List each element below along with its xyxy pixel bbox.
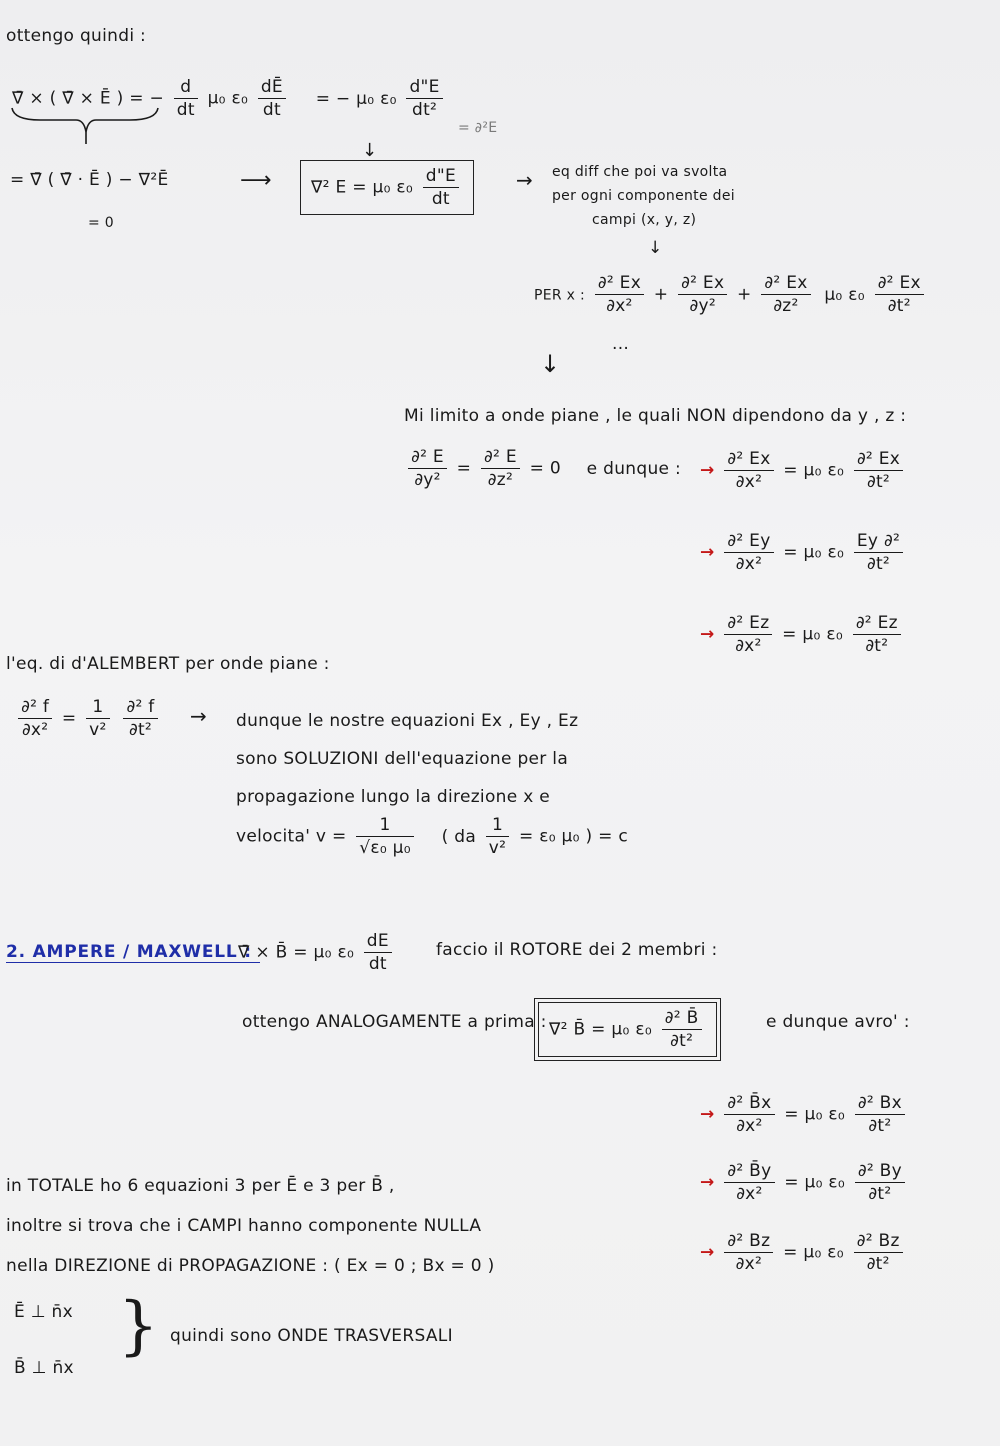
ampere-equation: ∇̄ × B̄ = μ₀ ε₀ $\frac{dE}{dt}$ <box>238 930 396 975</box>
arrow-right-2-icon: → <box>516 168 534 192</box>
zero-mark: = 0 <box>88 215 114 231</box>
frac-d2E-dt2: $\frac{d"E}{\text{dt²}}$ <box>406 76 442 121</box>
onde-trasversali: quindi sono ONDE TRASVERSALI <box>170 1326 453 1346</box>
b-component-eq-x: → $\frac{\text{∂² B̄x}}{\text{∂x²}}$ = μ₀ ε₀ $\frac{\text{∂² Bx}}{\text{∂t²}}$ <box>700 1092 909 1137</box>
red-arrow-icon: → <box>700 460 715 481</box>
velocity-equation: velocita' v = $\frac{1}{\text{√ε₀ μ₀}}$ ( da $\frac{1}{\text{v²}}$ = ε₀ μ₀ ) = c <box>236 815 628 858</box>
curl-curl-rhs: = − μ₀ ε₀ <box>315 88 397 109</box>
dalembert-title: l'eq. di d'ALEMBERT per onde piane : <box>6 654 330 674</box>
totale-paragraph: in TOTALE ho 6 equazioni 3 per Ē e 3 per B̄ , inoltre si trova che i CAMPI hanno componente NULLA nella DIREZIONE di PROPAGAZIONE : ( Ex = 0 ; Bx = 0 ) <box>6 1176 495 1276</box>
ellipsis: ... <box>612 334 630 354</box>
red-arrow-icon: → <box>700 1242 715 1263</box>
wave-equation-box: ∇² E = μ₀ ε₀ $\frac{d"E}{dt}$ <box>300 160 474 215</box>
component-eq-z: → $\frac{\text{∂² Ez}}{\text{∂x²}}$ = μ₀ ε₀ $\frac{\text{∂² Ez}}{\text{∂t²}}$ <box>700 612 905 657</box>
ampere-maxwell-title: 2. AMPERE / MAXWELL : <box>6 942 260 963</box>
red-arrow-icon: → <box>700 1104 715 1125</box>
b-wave-equation-box: ∇² B̄ = μ₀ ε₀ $\frac{\text{∂² B̄}}{\text{∂t²}}$ <box>538 1002 717 1057</box>
arrow-right-3-icon: → <box>190 704 208 728</box>
dalembert-explanation: dunque le nostre equazioni Ex , Ey , Ez sono SOLUZIONI dell'equazione per la propagazione lungo la direzione x e <box>236 711 579 807</box>
perp-E: Ē ⊥ n̄x <box>14 1302 73 1322</box>
red-arrow-icon: → <box>700 1172 715 1193</box>
frac-d-dt: $\frac{d}{dt}$ <box>174 76 198 121</box>
down-arrow-2-icon: ↓ <box>648 238 663 258</box>
b-component-eq-y: → $\frac{\text{∂² B̄y}}{\text{∂x²}}$ = μ₀ ε₀ $\frac{\text{∂² By}}{\text{∂t²}}$ <box>700 1160 909 1205</box>
note-eq-diff: eq diff che poi va svolta per ogni componente dei campi (x, y, z) <box>552 164 735 228</box>
down-arrow-3-icon: ↓ <box>540 350 561 378</box>
ottengo-text: ottengo ANALOGAMENTE a prima : <box>242 1012 547 1032</box>
perp-B: B̄ ⊥ n̄x <box>14 1358 74 1378</box>
intro-text: ottengo quindi : <box>6 26 147 46</box>
note-del2E: = ∂²E <box>458 120 498 136</box>
red-arrow-icon: → <box>700 542 715 563</box>
dalembert-equation: $\frac{\text{∂² f}}{\text{∂x²}}$ = $\frac{1}{\text{v²}}$ $\frac{\text{∂² f}}{\text{∂t²}}$ <box>14 696 162 741</box>
arrow-right-icon: ⟶ <box>240 168 272 193</box>
b-component-eq-z: → $\frac{\text{∂² Bz}}{\text{∂x²}}$ = μ₀ ε₀ $\frac{\text{∂² Bz}}{\text{∂t²}}$ <box>700 1230 907 1275</box>
plane-wave-text: Mi limito a onde piane , le quali NON dipendono da y , z : <box>404 406 907 426</box>
per-x-equation: PER x : $\frac{\text{∂² Ex}}{\text{∂x²}}$ + $\frac{\text{∂² Ex}}{\text{∂y²}}$ + $\frac{\text{∂² Ex}}{\text{∂z²}}$ μ₀ ε₀ $\frac{\text{∂² Ex}}{\text{∂t²}}$ <box>534 272 928 317</box>
curl-curl-lhs: ∇̄ × ( ∇̄ × Ē ) = − <box>12 88 165 109</box>
down-arrow-1-icon: ↓ <box>362 140 378 161</box>
e-dunque-avro: e dunque avro' : <box>766 1012 910 1032</box>
y-z-derivatives-zero: $\frac{\text{∂² E}}{\text{∂y²}}$ = $\frac{\text{∂² E}}{\text{∂z²}}$ = 0 e dunque : <box>404 446 681 491</box>
component-eq-y: → $\frac{\text{∂² Ey}}{\text{∂x²}}$ = μ₀ ε₀ $\frac{\text{Ey ∂²}}{\text{∂t²}}$ <box>700 530 907 575</box>
frac-dE-dt: $\frac{dĒ}{dt}$ <box>258 76 286 121</box>
curly-brace-icon: } <box>118 1289 160 1363</box>
underbrace <box>10 104 160 144</box>
mu-eps: μ₀ ε₀ <box>207 88 249 109</box>
rotore-text: faccio il ROTORE dei 2 membri : <box>436 940 718 960</box>
component-eq-x: → $\frac{\text{∂² Ex}}{\text{∂x²}}$ = μ₀ ε₀ $\frac{\text{∂² Ex}}{\text{∂t²}}$ <box>700 448 907 493</box>
red-arrow-icon: → <box>700 624 715 645</box>
vector-identity: = ∇̄ ( ∇̄ · Ē ) − ∇²Ē <box>10 170 169 190</box>
